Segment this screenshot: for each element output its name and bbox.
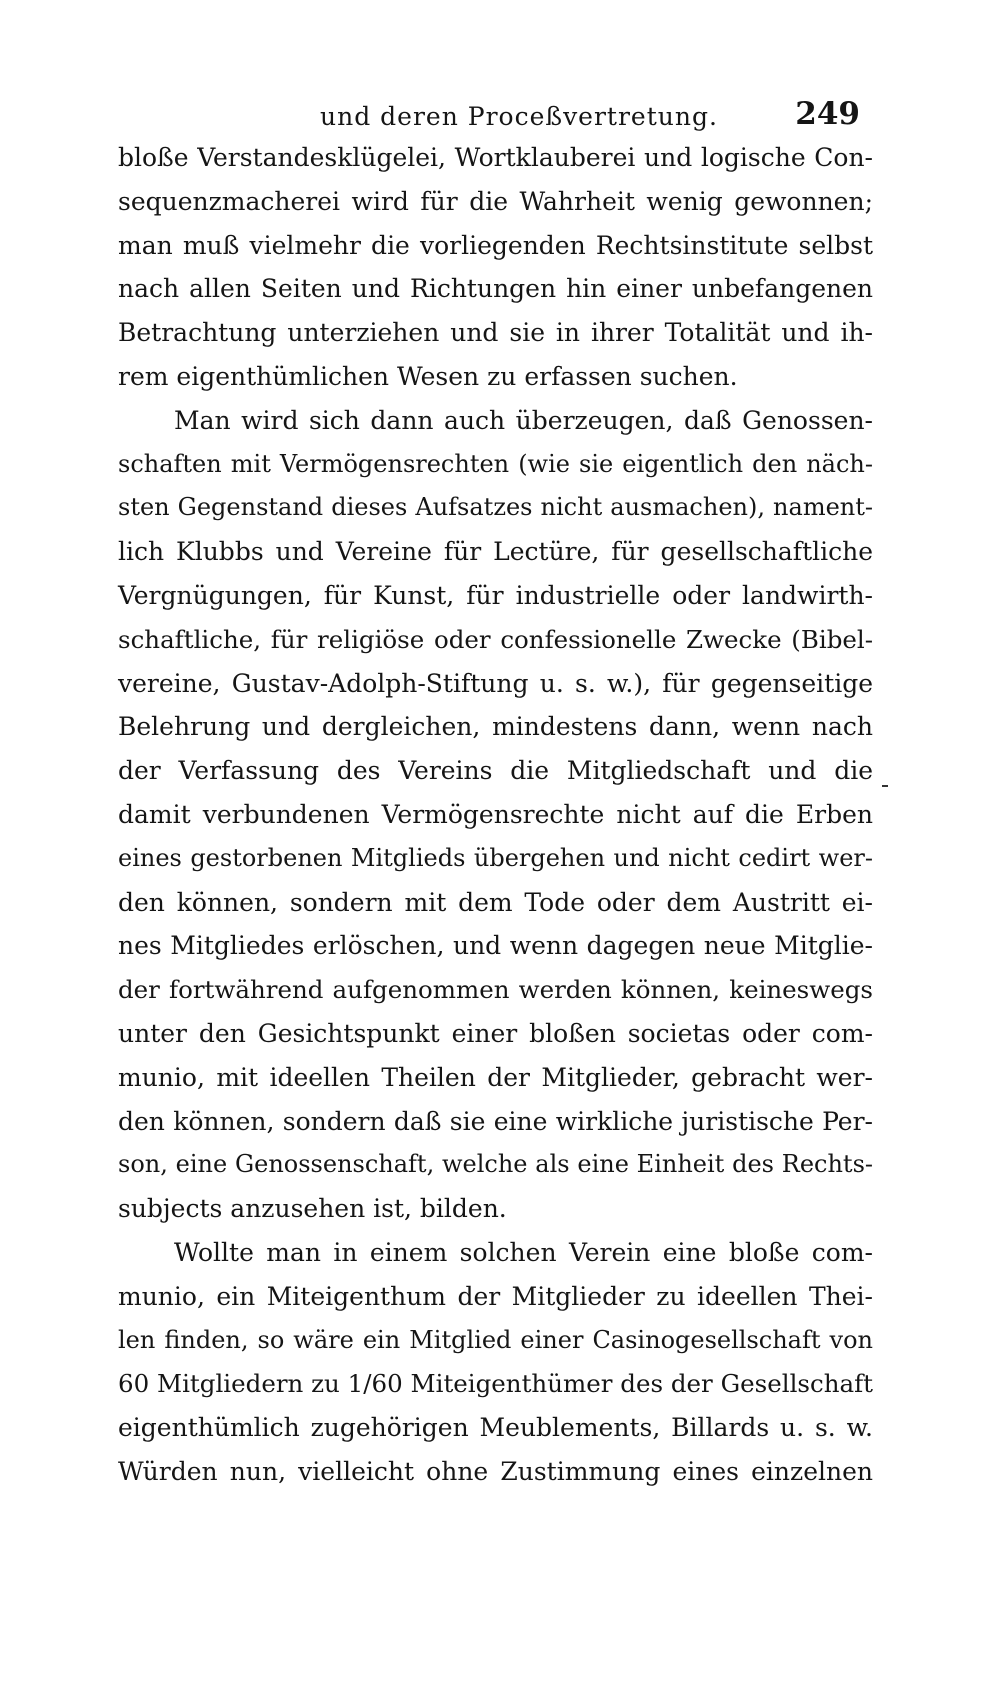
text-line: munio, mit ideellen Theilen der Mitglieder, gebracht wer- — [118, 1062, 873, 1092]
running-title: und deren Proceßvertretung. — [320, 102, 718, 131]
page-number: 249 — [795, 96, 860, 132]
text-line: der fortwährend aufgenommen werden können, keineswegs — [118, 975, 873, 1005]
body-text — [118, 136, 873, 1494]
text-line: nes Mitgliedes erlöschen, und wenn dagegen neue Mitglie- — [118, 931, 873, 961]
text-line: sten Gegenstand dieses Aufsatzes nicht ausmachen), nament- — [118, 493, 873, 522]
text-line: nach allen Seiten und Richtungen hin einer unbefangenen — [118, 274, 873, 304]
margin-mark — [882, 785, 888, 787]
text-line: bloße Verstandesklügelei, Wortklauberei und logische Con- — [118, 143, 873, 172]
text-line: rem eigenthümlichen Wesen zu erfassen suchen. — [118, 361, 738, 391]
text-line: unter den Gesichtspunkt einer bloßen societas oder com- — [118, 1018, 873, 1048]
text-line: Wollte man in einem solchen Verein eine bloße com- — [174, 1237, 873, 1267]
text-line: der Verfassung des Vereins die Mitgliedschaft und die — [118, 756, 873, 786]
text-line: son, eine Genossenschaft, welche als eine Einheit des Rechts- — [118, 1150, 873, 1179]
text-line: munio, ein Miteigenthum der Mitglieder zu ideellen Thei- — [118, 1281, 873, 1311]
running-head — [120, 96, 870, 136]
text-line: Man wird sich dann auch überzeugen, daß Genossen- — [174, 405, 873, 435]
text-line: Würden nun, vielleicht ohne Zustimmung eines einzelnen — [118, 1456, 873, 1486]
text-line: subjects anzusehen ist, bilden. — [118, 1194, 507, 1224]
text-line: eines gestorbenen Mitglieds übergehen und nicht cedirt wer- — [118, 843, 873, 872]
text-line: schaften mit Vermögensrechten (wie sie eigentlich den näch- — [118, 449, 873, 478]
text-line: man muß vielmehr die vorliegenden Rechtsinstitute selbst — [118, 230, 873, 260]
text-line: lich Klubbs und Vereine für Lectüre, für gesellschaftliche — [118, 537, 873, 567]
text-line: damit verbundenen Vermögensrechte nicht auf die Erben — [118, 799, 873, 829]
text-line: den können, sondern mit dem Tode oder dem Austritt ei- — [118, 887, 873, 917]
text-line: Belehrung und dergleichen, mindestens dann, wenn nach — [118, 712, 873, 742]
text-line: schaftliche, für religiöse oder confessionelle Zwecke (Bibel- — [118, 624, 873, 654]
text-line: len finden, so wäre ein Mitglied einer Casinogesellschaft von — [118, 1325, 873, 1354]
text-line: sequenzmacherei wird für die Wahrheit wenig gewonnen; — [118, 186, 873, 216]
text-line: 60 Mitgliedern zu 1/60 Miteigenthümer des der Gesellschaft — [118, 1369, 873, 1399]
text-line: den können, sondern daß sie eine wirkliche juristische Per- — [118, 1106, 873, 1136]
text-line: Betrachtung unterziehen und sie in ihrer Totalität und ih- — [118, 318, 873, 348]
text-line: Vergnügungen, für Kunst, für industrielle oder landwirth- — [118, 580, 873, 610]
text-line: eigenthümlich zugehörigen Meublements, Billards u. s. w. — [118, 1413, 873, 1443]
text-line: vereine, Gustav-Adolph-Stiftung u. s. w.), für gegenseitige — [118, 668, 873, 698]
